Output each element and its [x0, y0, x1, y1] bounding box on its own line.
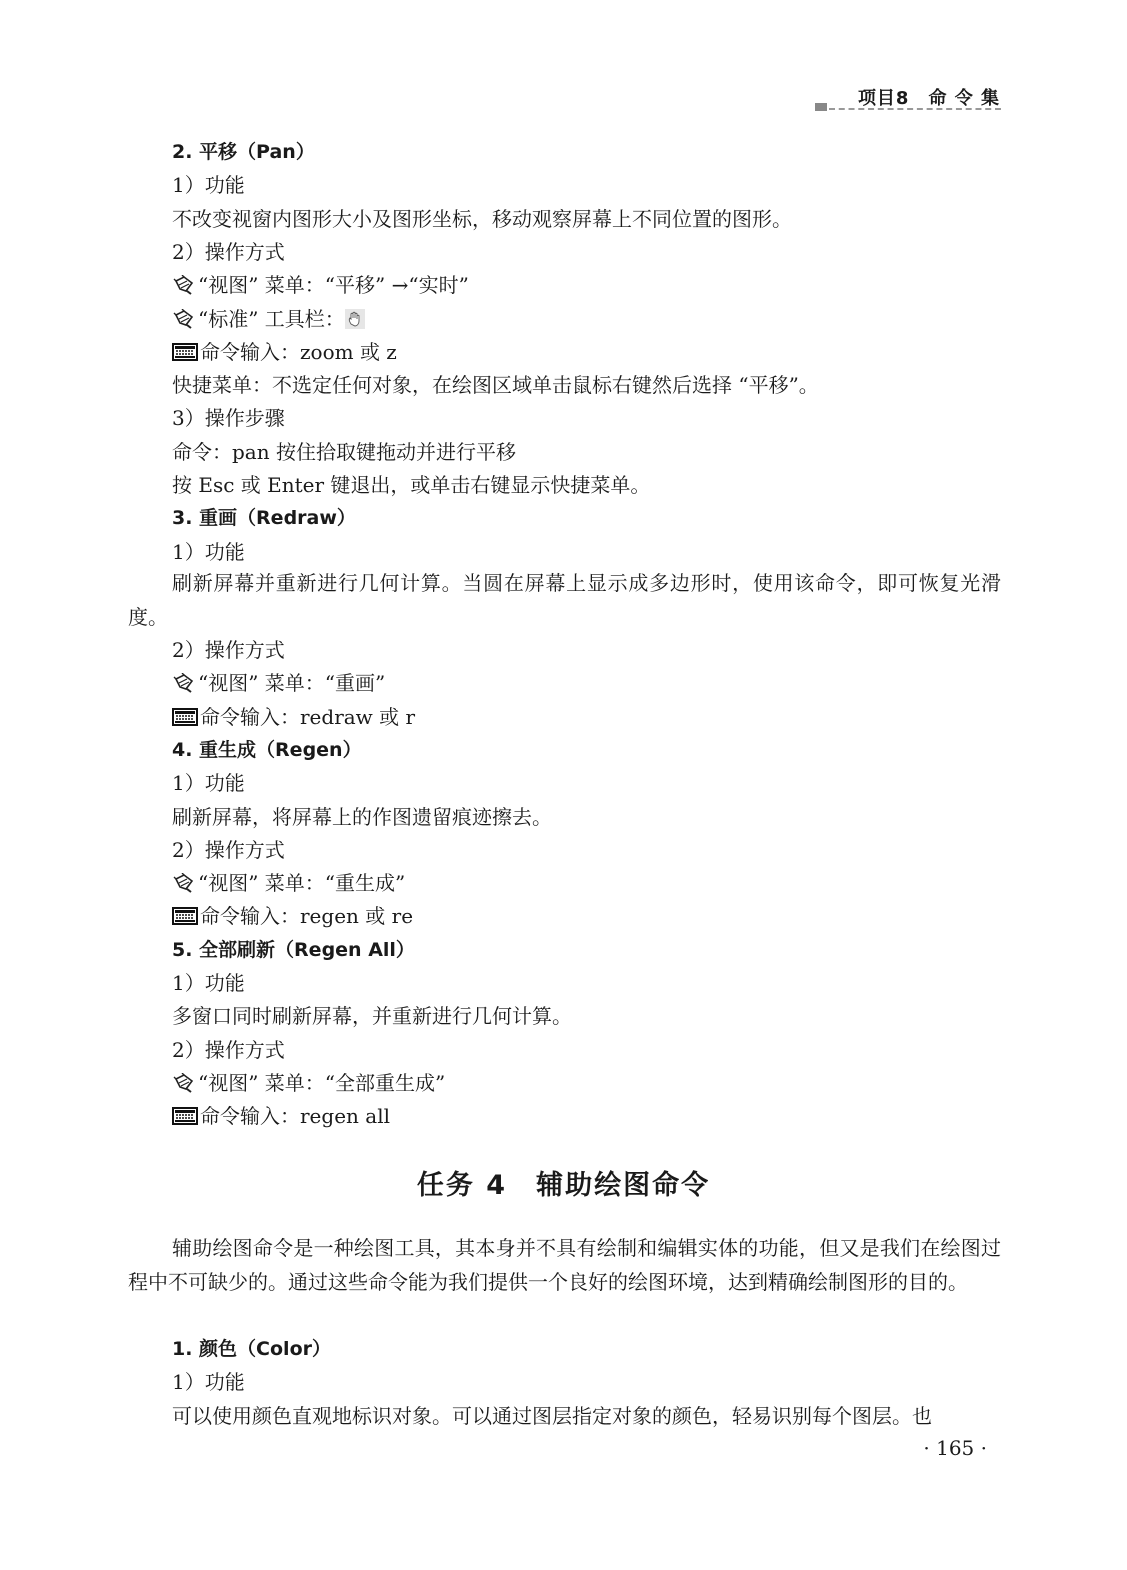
- text-line: [172, 767, 245, 800]
- line-text: 命令输入：redraw 或 r: [200, 704, 416, 729]
- line-text: 2. 平移（Pan）: [172, 141, 315, 163]
- line-text: 3）操作步骤: [172, 406, 285, 431]
- subsection-heading: [172, 1333, 331, 1366]
- keyboard-icon: [172, 704, 198, 737]
- line-text: 4. 重生成（Regen）: [172, 738, 362, 761]
- text-line: [172, 303, 367, 339]
- keyboard-icon: [172, 903, 198, 936]
- line-text: 快捷菜单：不选定任何对象，在绘图区域单击鼠标右键然后选择 “平移”。: [172, 373, 819, 398]
- text-line: [172, 967, 245, 1000]
- text-line: [172, 1100, 390, 1136]
- text-line: [172, 1400, 932, 1433]
- text-line: [172, 867, 405, 903]
- text-line: [172, 469, 650, 502]
- text-line: [172, 701, 415, 737]
- text-line: [172, 667, 385, 703]
- text-line: [172, 1034, 285, 1067]
- line-text: 可以使用颜色直观地标识对象。可以通过图层指定对象的颜色，轻易识别每个图层。也: [172, 1403, 932, 1428]
- text-line: [172, 801, 552, 834]
- line-text: 命令：pan 按住拾取键拖动并进行平移: [172, 439, 516, 464]
- section-title: 任务 4 辅助绘图命令: [416, 1170, 711, 1201]
- line-text: 3. 重画（Redraw）: [172, 507, 356, 530]
- text-line: [172, 1366, 245, 1399]
- page-number: · 165 ·: [923, 1436, 987, 1460]
- mouse-icon: [172, 670, 196, 703]
- line-text: 命令输入：zoom 或 z: [200, 339, 397, 364]
- line-text: 1）功能: [172, 173, 245, 198]
- text-line: [172, 436, 516, 469]
- subsection-heading: [172, 502, 356, 535]
- text-line: [172, 236, 285, 269]
- line-text: 5. 全部刷新（Regen All）: [172, 938, 415, 961]
- keyboard-icon: [172, 339, 198, 372]
- text-line: [172, 1000, 572, 1033]
- line-text: “视图” 菜单：“重生成”: [198, 871, 406, 896]
- line-text: “视图” 菜单：“平移” →“实时”: [198, 273, 469, 298]
- line-text: 2）操作方式: [172, 239, 285, 264]
- line-text: 刷新屏幕，将屏幕上的作图遗留痕迹擦去。: [172, 804, 552, 829]
- text-line: [172, 203, 792, 236]
- text-line: [172, 269, 469, 305]
- text-line: [172, 402, 285, 435]
- line-text: 命令输入：regen 或 re: [200, 904, 414, 929]
- header-rule-block: [815, 103, 827, 111]
- paragraph-intro: 辅助绘图命令是一种绘图工具，其本身并不具有绘制和编辑实体的功能，但又是我们在绘图过程中不可缺少的。通过这些命令能为我们提供一个良好的绘图环境，达到精确绘制图形的目的。: [128, 1236, 1001, 1294]
- header-rule: [815, 103, 1001, 111]
- line-text: “视图” 菜单：“全部重生成”: [198, 1070, 446, 1095]
- keyboard-icon: [172, 1103, 198, 1136]
- subsection-heading: [172, 136, 315, 169]
- line-text: 1）功能: [172, 971, 245, 995]
- text-line: [172, 634, 285, 667]
- running-header: 项目8 命 令 集: [857, 88, 1000, 109]
- mouse-icon: [172, 272, 196, 305]
- subsection-heading: [172, 734, 362, 767]
- mouse-icon: [172, 870, 196, 903]
- text-line: [172, 369, 819, 402]
- text-line: [172, 834, 285, 867]
- header-rule-dash: [829, 108, 1001, 110]
- line-text: 2）操作方式: [172, 638, 285, 662]
- line-text: 2）操作方式: [172, 837, 285, 862]
- hand-pan-icon: [345, 306, 365, 339]
- mouse-icon: [172, 306, 196, 339]
- line-text: 多窗口同时刷新屏幕，并重新进行几何计算。: [172, 1004, 572, 1029]
- mouse-icon: [172, 1070, 196, 1103]
- line-text: 1）功能: [172, 1370, 245, 1395]
- line-text: “标准” 工具栏：: [198, 306, 345, 331]
- line-text: 2）操作方式: [172, 1037, 285, 1062]
- text-line: [172, 336, 397, 372]
- line-text: 1）功能: [172, 771, 245, 796]
- line-text: 1）功能: [172, 539, 245, 564]
- text-line: [172, 1067, 445, 1103]
- line-text: 1. 颜色（Color）: [172, 1338, 331, 1360]
- line-text: “视图” 菜单：“重画”: [198, 671, 386, 696]
- text-line: [172, 900, 413, 936]
- line-text: 命令输入：regen all: [200, 1104, 390, 1129]
- text-line: [172, 169, 245, 202]
- line-text: 不改变视窗内图形大小及图形坐标，移动观察屏幕上不同位置的图形。: [172, 206, 792, 231]
- subsection-heading: [172, 934, 415, 967]
- text-line: [172, 536, 245, 569]
- paragraph-redraw-function: 刷新屏幕并重新进行几何计算。当圆在屏幕上显示成多边形时，使用该命令，即可恢复光滑度。: [128, 571, 1001, 629]
- line-text: 按 Esc 或 Enter 键退出，或单击右键显示快捷菜单。: [172, 473, 651, 497]
